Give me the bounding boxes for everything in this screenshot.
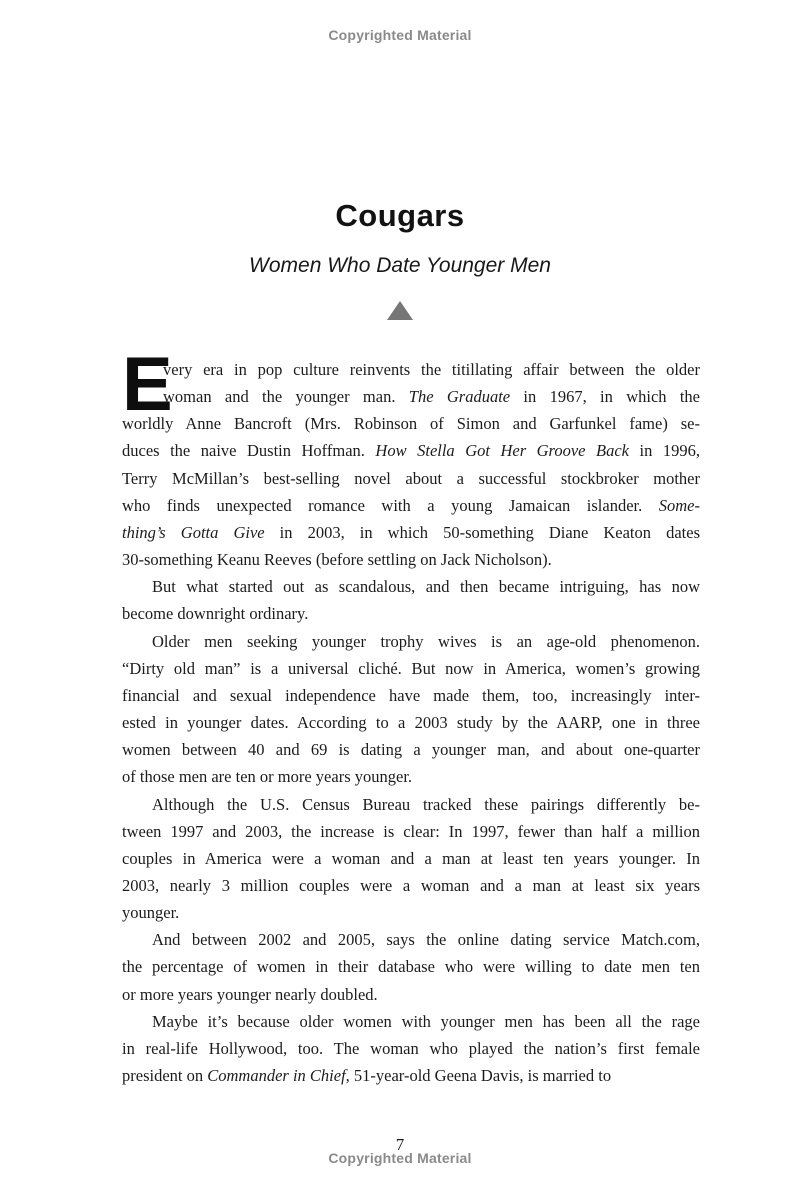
paragraph [122,1008,700,1089]
body-text [122,342,701,1089]
paragraph [122,342,701,573]
drop-cap: E [122,342,173,427]
chapter-subtitle: Women Who Date Younger Men [249,254,551,277]
text-line: But what started out as scandalous, and then became intriguing, has now [152,577,700,597]
text-line: woman and the younger man. The Graduate in 1967, in which the [163,387,701,407]
text-line: financial and sexual independence have made them, too, increasingly inter- [122,685,700,705]
text-line: worldly Anne Bancroft (Mrs. Robinson of Simon and Garfunkel fame) se- [122,414,700,434]
text-line: 30-something Keanu Reeves (before settling on Jack Nicholson). [122,550,552,570]
footer-copyright-notice: Copyrighted Material [328,1150,472,1166]
text-line: of those men are ten or more years younger. [122,767,413,787]
text-line: the percentage of women in their database who were willing to date men ten [122,957,700,977]
header-copyright-notice: Copyrighted Material [328,27,472,43]
text-line: thing’s Gotta Give in 2003, in which 50-something Diane Keaton dates [122,522,700,542]
text-line: And between 2002 and 2005, says the online dating service Match.com, [152,930,700,950]
text-line: Although the U.S. Census Bureau tracked these pairings differently be- [152,794,700,814]
chapter-title: Cougars [335,198,465,233]
text-line: Terry McMillan’s best-selling novel about a successful stockbroker mother [122,468,700,488]
text-line: 2003, nearly 3 million couples were a woman and a man at least six years [122,875,700,895]
paragraph [122,926,700,1007]
text-line: Older men seeking younger trophy wives is an age-old phenomenon. [152,631,700,651]
text-line: duces the naive Dustin Hoffman. How Stella Got Her Groove Back in 1996, [122,441,700,461]
text-line: or more years younger nearly doubled. [122,984,378,1004]
text-line: ested in younger dates. According to a 2003 study by the AARP, one in three [122,713,700,733]
text-line: who finds unexpected romance with a young Jamaican islander. Some- [122,495,700,515]
text-line: president on Commander in Chief, 51-year-old Geena Davis, is married to [122,1066,612,1086]
text-line: in real-life Hollywood, too. The woman who played the nation’s first female [122,1038,700,1058]
page-number: 7 [395,1135,405,1154]
text-line: very era in pop culture reinvents the titillating affair between the older [163,360,700,379]
text-line: Maybe it’s because older women with younger men has been all the rage [152,1011,700,1031]
text-line: “Dirty old man” is a universal cliché. But now in America, women’s growing [122,658,700,678]
text-line: become downright ordinary. [122,604,309,624]
text-line: couples in America were a woman and a man at least ten years younger. In [122,848,700,868]
paragraph [122,573,700,627]
text-line: women between 40 and 69 is dating a younger man, and about one-quarter [122,740,700,760]
triangle-ornament-icon [387,301,413,320]
text-line: tween 1997 and 2003, the increase is clear: In 1997, fewer than half a million [122,821,700,841]
paragraph [122,628,700,791]
paragraph [122,791,700,927]
text-line: younger. [122,903,180,923]
